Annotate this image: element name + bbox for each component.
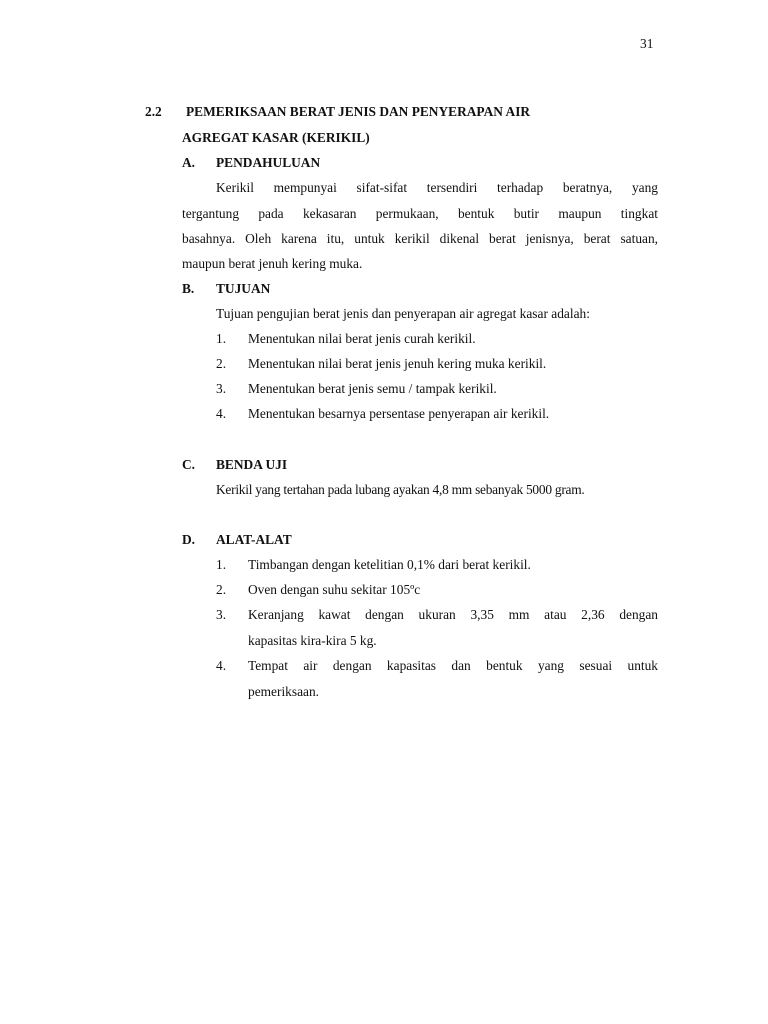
section-number: 2.2 bbox=[145, 104, 162, 119]
list-item-number: 1. bbox=[216, 557, 227, 572]
list-item: Tempat air dengan kapasitas dan bentuk yang sesuai untuk bbox=[248, 658, 658, 673]
section-title-line1: PEMERIKSAAN BERAT JENIS DAN PENYERAPAN AIR bbox=[186, 104, 531, 119]
list-item: Oven dengan suhu sekitar 105ºc bbox=[248, 582, 421, 597]
list-item: Menentukan besarnya persentase penyerapan air kerikil. bbox=[248, 406, 550, 421]
part-b-intro: Tujuan pengujian berat jenis dan penyerapan air agregat kasar adalah: bbox=[216, 306, 590, 321]
part-d-letter: D. bbox=[182, 532, 196, 547]
list-item: Keranjang kawat dengan ukuran 3,35 mm atau 2,36 dengan bbox=[248, 607, 658, 622]
list-item-number: 2. bbox=[216, 582, 227, 597]
list-item-number: 4. bbox=[216, 406, 227, 421]
section-title-line2: AGREGAT KASAR (KERIKIL) bbox=[182, 130, 370, 145]
list-item-number: 2. bbox=[216, 356, 227, 371]
part-b-letter: B. bbox=[182, 281, 195, 296]
part-a-line-3: basahnya. Oleh karena itu, untuk kerikil dikenal berat jenisnya, berat satuan, bbox=[182, 231, 658, 246]
part-a-heading: PENDAHULUAN bbox=[216, 155, 321, 170]
list-item-number: 4. bbox=[216, 658, 227, 673]
part-c-heading: BENDA UJI bbox=[216, 457, 288, 472]
list-item-continuation: pemeriksaan. bbox=[248, 684, 320, 699]
list-item: Menentukan nilai berat jenis curah kerikil. bbox=[248, 331, 476, 346]
list-item: Timbangan dengan ketelitian 0,1% dari berat kerikil. bbox=[248, 557, 531, 572]
part-a-letter: A. bbox=[182, 155, 196, 170]
list-item-number: 3. bbox=[216, 381, 227, 396]
part-d-heading: ALAT-ALAT bbox=[216, 532, 292, 547]
part-b-heading: TUJUAN bbox=[216, 281, 271, 296]
part-a-line-4: maupun berat jenuh kering muka. bbox=[182, 256, 363, 271]
list-item-number: 1. bbox=[216, 331, 227, 346]
list-item-number: 3. bbox=[216, 607, 227, 622]
page-number: 31 bbox=[640, 36, 654, 51]
part-c-text: Kerikil yang tertahan pada lubang ayakan 4,8 mm sebanyak 5000 gram. bbox=[216, 482, 585, 497]
list-item: Menentukan nilai berat jenis jenuh kering muka kerikil. bbox=[248, 356, 547, 371]
list-item: Menentukan berat jenis semu / tampak kerikil. bbox=[248, 381, 497, 396]
part-a-line-2: tergantung pada kekasaran permukaan, bentuk butir maupun tingkat bbox=[182, 206, 658, 221]
list-item-continuation: kapasitas kira-kira 5 kg. bbox=[248, 633, 377, 648]
part-a-line-1: Kerikil mempunyai sifat-sifat tersendiri terhadap beratnya, yang bbox=[216, 180, 658, 195]
part-c-letter: C. bbox=[182, 457, 196, 472]
